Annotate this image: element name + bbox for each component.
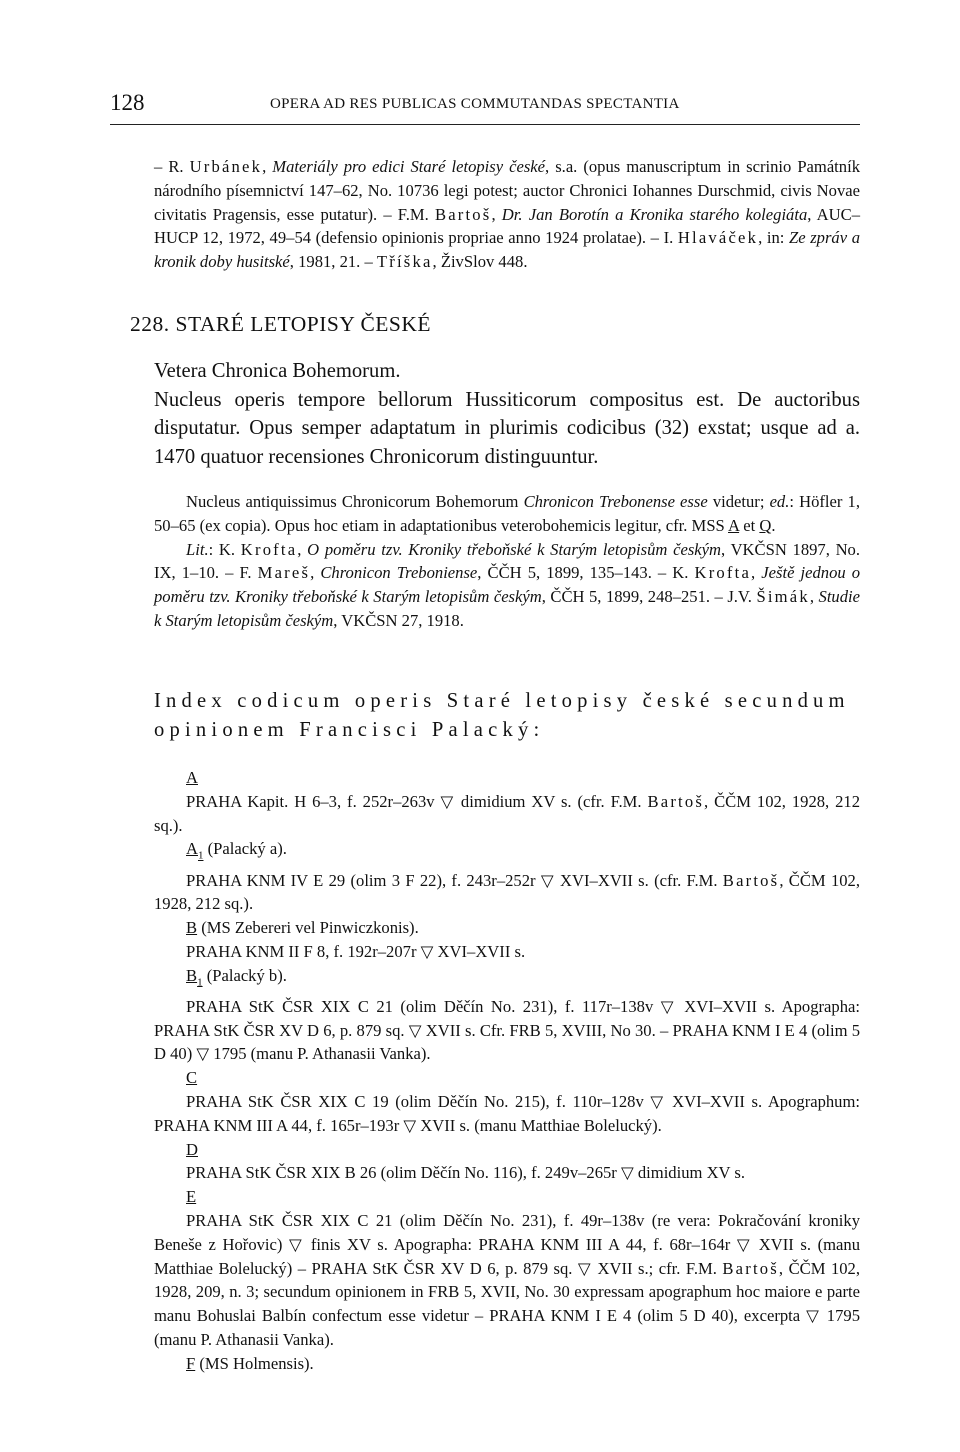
text-run: , ČČM 102, 1928, 212 sq.). bbox=[154, 791, 861, 835]
text-run: – R. bbox=[154, 157, 190, 176]
codex-siglum: D bbox=[186, 1139, 198, 1159]
codex-note: (MS Zebereri vel Pinwiczkonis). bbox=[197, 918, 419, 938]
codex-siglum: A bbox=[186, 839, 198, 859]
codex-siglum: A bbox=[186, 768, 198, 787]
author-name: Krofta bbox=[694, 563, 752, 583]
codex-siglum-line bbox=[154, 1066, 860, 1090]
text-run: PRAHA StK ČSR XIX C 19 (olim Děčín No. 215), f. 110r–128v ▽ XVI–XVII s. Apographum: PRAHA KNM III A 44, f. 165r–193r ▽ XVII s. (manu Matthiae Bolelucký). bbox=[154, 1091, 860, 1135]
codex-siglum-line bbox=[154, 1352, 860, 1376]
text-run: , bbox=[262, 157, 273, 176]
text-run: : Höfler 1, 50–65 (ex copia). Opus hoc etiam in adaptationibus veterobohemicis legitur, cfr. MSS bbox=[154, 492, 860, 535]
text-run: , VKČSN 27, 1918. bbox=[333, 610, 464, 630]
text-run: , ČČH 5, 1899, 135–143. – K. bbox=[477, 563, 695, 583]
text-run: , bbox=[310, 563, 321, 583]
codex-note: (Palacký a). bbox=[203, 839, 287, 859]
italic-title: Lit. bbox=[186, 539, 209, 559]
codex-siglum-line bbox=[154, 964, 860, 995]
codex-siglum-line bbox=[154, 837, 860, 868]
running-title: OPERA AD RES PUBLICAS COMMUTANDAS SPECTANTIA bbox=[270, 96, 680, 112]
text-run: et bbox=[739, 515, 760, 535]
italic-title: O poměru tzv. Kroniky třeboňské k Starým letopisům českým bbox=[307, 539, 722, 559]
text-run: , bbox=[809, 587, 819, 607]
text-run: : K. bbox=[208, 539, 241, 559]
author-name: Bartoš bbox=[722, 1258, 779, 1278]
text-run: , ČČH 5, 1899, 248–251. – J.V. bbox=[541, 587, 757, 607]
codex-description bbox=[154, 790, 860, 838]
text-run: PRAHA StK ČSR XIX C 21 (olim Děčín No. 231), f. 49r–138v (re vera: Pokračování kroniky Beneše z Hořovic) ▽ finis XV s. Apographa: PRAHA KNM III A 44, f. 68r–164r ▽ XVII s. (manu Matthiae Bolelucký) – PRAHA StK ČSR XV D 6, p. 879 sq. ▽ XVII s.; cfr. F.M. bbox=[154, 1210, 860, 1278]
running-head bbox=[110, 90, 860, 120]
author-name: Tříška bbox=[376, 252, 433, 272]
codex-description bbox=[154, 869, 860, 917]
codex-siglum: C bbox=[186, 1068, 198, 1088]
italic-title: Ze zpráv a kronik doby husitské bbox=[154, 228, 861, 272]
codex-note: (Palacký b). bbox=[202, 965, 287, 985]
header-rule bbox=[110, 124, 860, 125]
codex-siglum-line bbox=[154, 916, 860, 940]
text-run: , AUC–HUCP 12, 1972, 49–54 (defensio opinionis propriae anno 1924 prolatae). – I. bbox=[154, 204, 861, 248]
author-name: Urbánek bbox=[189, 157, 263, 176]
text-run: , bbox=[297, 539, 308, 559]
text-run: PRAHA StK ČSR XIX C 21 (olim Děčín No. 231), f. 117r–138v ▽ XVI–XVII s. Apographa: PRAHA StK ČSR XV D 6, p. 879 sq. ▽ XVII s. Cfr. FRB 5, XVIII, No 30. – PRAHA KNM I E 4 (olim 5 D 40) ▽ 1795 (manu P. Athanasii Vanka). bbox=[154, 996, 860, 1064]
text-run: PRAHA Kapit. H 6–3, f. 252r–263v ▽ dimidium XV s. (cfr. F.M. bbox=[186, 791, 648, 811]
italic-title: Studie k Starým letopisům českým bbox=[154, 587, 860, 630]
codex-siglum: F bbox=[186, 1353, 196, 1373]
manuscript-siglum: Q bbox=[759, 515, 772, 535]
text-run: videtur; bbox=[707, 492, 770, 511]
text-run: , s.a. (opus manuscriptum in scrinio Památník národního písemnictví 147–62, No. 10736 legi potest; auctor Chronici Iohannes Durschmid, civis Novae civitatis Pragensis, esse putatur). – F.M. bbox=[154, 157, 860, 224]
text-run: , ŽivSlov 448. bbox=[432, 252, 528, 272]
text-run: . bbox=[771, 515, 776, 535]
author-name: Bartoš bbox=[722, 870, 780, 890]
manuscript-siglum: A bbox=[728, 515, 740, 535]
codex-siglum-subscript: 1 bbox=[197, 849, 204, 862]
codex-description bbox=[154, 1090, 860, 1138]
author-name: Mareš bbox=[257, 563, 311, 583]
italic-title: ed. bbox=[769, 492, 790, 511]
codex-siglum: E bbox=[186, 1187, 197, 1207]
codex-description bbox=[154, 940, 860, 964]
italic-title: Chronicon Trebonense esse bbox=[523, 492, 708, 511]
intro-description: Nucleus operis tempore bellorum Hussiticorum compositus est. De auctoribus disputatur. Opus semper adaptatum in plurimis codicibus (32) exstat; usque ad a. 1470 quatuor recensiones Chronicorum distinguuntur. bbox=[154, 388, 860, 468]
codex-description bbox=[154, 1161, 860, 1185]
italic-title: Chronicon Treboniense bbox=[320, 563, 478, 583]
previous-entry-references bbox=[154, 155, 860, 274]
codex-siglum-line bbox=[154, 766, 860, 790]
codex-list bbox=[154, 766, 860, 1376]
codex-siglum-subscript: 1 bbox=[197, 976, 203, 988]
author-name: Hlaváček bbox=[677, 228, 759, 248]
text-run: , ČČM 102, 1928, 212 sq.). bbox=[154, 870, 861, 914]
codex-siglum: B bbox=[186, 918, 198, 938]
text-run: PRAHA StK ČSR XIX B 26 (olim Děčín No. 116), f. 249v–265r ▽ dimidium XV s. bbox=[186, 1163, 745, 1183]
nucleus-paragraph bbox=[154, 490, 860, 538]
text-run: , 1981, 21. – bbox=[289, 252, 377, 272]
author-name: Bartoš bbox=[647, 791, 705, 811]
codex-description bbox=[154, 1209, 860, 1352]
intro-alias: Vetera Chronica Bohemorum. bbox=[154, 360, 401, 382]
section-introduction bbox=[154, 357, 860, 471]
text-run: Nucleus antiquissimus Chronicorum Bohemorum bbox=[186, 492, 524, 511]
codex-siglum: B bbox=[186, 965, 198, 985]
page-number: 128 bbox=[110, 90, 145, 115]
italic-title: Materiály pro edici Staré letopisy české bbox=[272, 157, 546, 176]
text-run: , bbox=[751, 563, 762, 583]
text-run: PRAHA KNM IV E 29 (olim 3 F 22), f. 243r–252r ▽ XVI–XVII s. (cfr. F.M. bbox=[186, 870, 723, 890]
author-name: Šimák bbox=[756, 587, 810, 607]
text-run: , ČČM 102, 1928, 209, n. 3; secundum opinionem in FRB 5, XVII, No. 30 expressam apographum hoc maiore e parte manu Bohuslai Balbín confectum esse videtur – PRAHA KNM I E 4 (olim 5 D 40), excerpta ▽ 1795 (manu P. Athanasii Vanka). bbox=[154, 1258, 861, 1349]
author-name: Bartoš bbox=[434, 204, 492, 224]
section-title: 228. STARÉ LETOPISY ČESKÉ bbox=[130, 312, 432, 336]
text-run: , bbox=[491, 204, 502, 224]
italic-title: Dr. Jan Borotín a Kronika starého kolegiáta bbox=[501, 204, 808, 224]
text-run: , in: bbox=[758, 228, 790, 248]
text-run: , VKČSN 1897, No. IX, 1–10. – F. bbox=[154, 539, 860, 583]
index-heading: Index codicum operis Staré letopisy české secundum opinionem Francisci Palacký: bbox=[154, 690, 850, 741]
codex-description bbox=[154, 995, 860, 1066]
codex-siglum-line bbox=[154, 1185, 860, 1209]
literature-paragraph bbox=[154, 538, 860, 633]
italic-title: Ještě jednou o poměru tzv. Kroniky třeboňské k Starým letopisům českým bbox=[154, 563, 861, 607]
codex-note: (MS Holmensis). bbox=[195, 1353, 314, 1373]
codex-siglum-line bbox=[154, 1138, 860, 1162]
nucleus-note bbox=[154, 490, 860, 633]
text-run: PRAHA KNM II F 8, f. 192r–207r ▽ XVI–XVII s. bbox=[186, 941, 526, 961]
author-name: Krofta bbox=[240, 539, 298, 559]
